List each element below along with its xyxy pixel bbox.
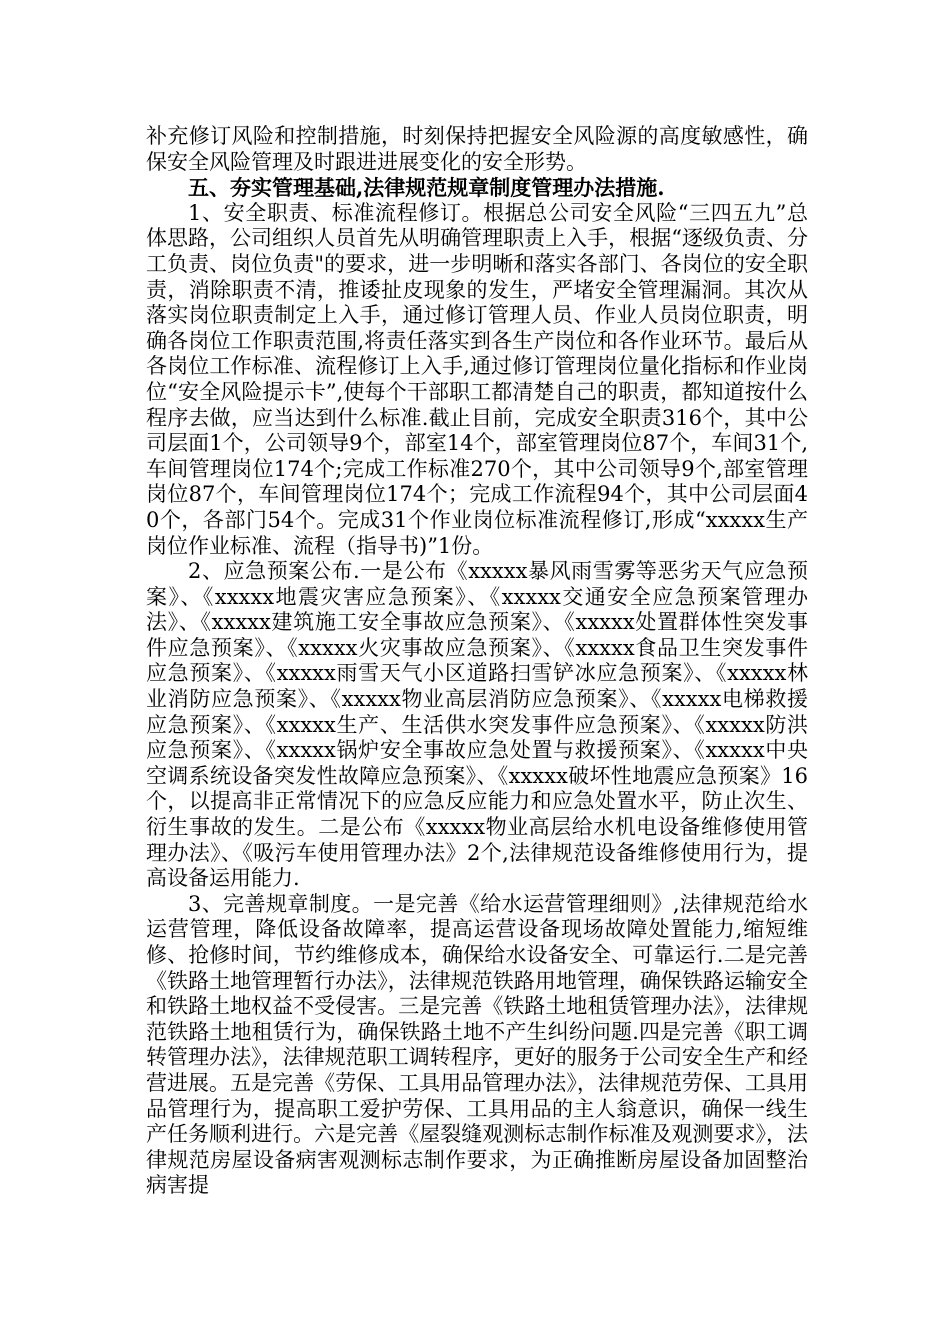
document-page — [146, 124, 808, 1199]
section-heading: 五、夯实管理基础,法律规范规章制度管理办法措施. — [188, 175, 665, 201]
paragraph-safety-duties: 1、安全职责、标准流程修订。根据总公司安全风险“三四五九”总体思路，公司组织人员首先从明确管理职责上入手，根据“逐级负责、分工负责、岗位负责"的要求，进一步明晰和落实各部门、各岗位的安全职责，消除职责不清，推诿扯皮现象的发生，严堵安全管理漏洞。其次从落实岗位职责制定上入手，通过修订管理人员、作业人员岗位职责，明确各岗位工作职责范围,将责任落实到各生产岗位和各作业环节。最后从各岗位工作标准、流程修订上入手,通过修订管理岗位量化指标和作业岗位“安全风险提示卡”,使每个干部职工都清楚自己的职责，都知道按什么程序去做，应当达到什么标准.截止目前，完成安全职责316个，其中公司层面1个，公司领导9个，部室14个，部室管理岗位87个，车间31个,车间管理岗位174个;完成工作标准270个，其中公司领导9个,部室管理岗位87个，车间管理岗位174个；完成工作流程94个，其中公司层面40个，各部门54个。完成31个作业岗位标准流程修订,形成“xxxxx生产岗位作业标准、流程（指导书)”1份。 — [146, 200, 808, 558]
paragraph-emergency-plans: 2、应急预案公布.一是公布《xxxxx暴风雨雪雾等恶劣天气应急预案》、《xxxxx地震灾害应急预案》、《xxxxx交通安全应急预案管理办法》、《xxxxx建筑施工安全事故应急预案》、《xxxxx处置群体性突发事件应急预案》、《xxxxx火灾事故应急预案》、《xxxxx食品卫生突发事件应急预案》、《xxxxx雨雪天气小区道路扫雪铲冰应急预案》、《xxxxx林业消防应急预案》、《xxxxx物业高层消防应急预案》、《xxxxx电梯救援应急预案》、《xxxxx生产、生活供水突发事件应急预案》、《xxxxx防洪应急预案》、《xxxxx锅炉安全事故应急处置与救援预案》、《xxxxx中央空调系统设备突发性故障应急预案》、《xxxxx破坏性地震应急预案》16个，以提高非正常情况下的应急反应能力和应急处置水平，防止次生、衍生事故的发生。二是公布《xxxxx物业高层给水机电设备维修使用管理办法》、《吸污车使用管理办法》2个,法律规范设备维修使用行为，提高设备运用能力. — [146, 559, 808, 891]
intro-paragraph: 补充修订风险和控制措施，时刻保持把握安全风险源的高度敏感性，确保安全风险管理及时跟进进展变化的安全形势。 — [146, 124, 808, 174]
paragraph-rules-regulations: 3、完善规章制度。一是完善《给水运营管理细则》,法律规范给水运营管理，降低设备故障率，提高运营设备现场故障处置能力,缩短维修、抢修时间，节约维修成本，确保给水设备安全、可靠运行.二是完善《铁路土地管理暂行办法》，法律规范铁路用地管理，确保铁路运输安全和铁路土地权益不受侵害。三是完善《铁路土地租赁管理办法》，法律规范铁路土地租赁行为，确保铁路土地不产生纠纷问题.四是完善《职工调转管理办法》，法律规范职工调转程序，更好的服务于公司安全生产和经营进展。五是完善《劳保、工具用品管理办法》，法律规范劳保、工具用品管理行为，提高职工爱护劳保、工具用品的主人翁意识，确保一线生产任务顺利进行。六是完善《屋裂缝观测标志制作标准及观测要求》，法律规范房屋设备病害观测标志制作要求，为正确推断房屋设备加固整治病害提 — [146, 891, 808, 1198]
